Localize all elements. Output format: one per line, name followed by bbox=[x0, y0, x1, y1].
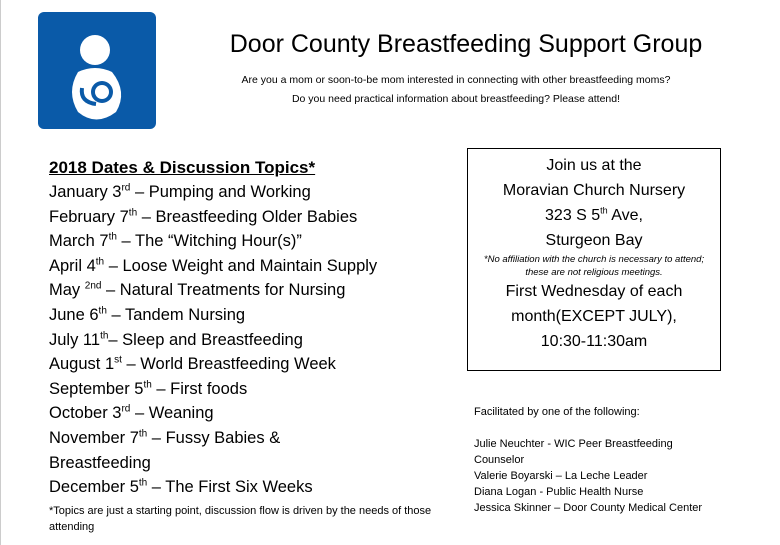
location-address: 323 S 5th Ave, bbox=[545, 205, 643, 224]
topic-item: January 3rd – Pumping and Working bbox=[49, 182, 311, 201]
location-city: Sturgeon Bay bbox=[545, 232, 643, 249]
subtitle-line: Do you need practical information about breastfeeding? Please attend! bbox=[291, 93, 621, 105]
facilitator: Valerie Boyarski – La Leche Leader bbox=[474, 470, 648, 482]
facilitator: Jessica Skinner – Door County Medical Center bbox=[474, 502, 703, 514]
location-name: Moravian Church Nursery bbox=[502, 182, 686, 199]
schedule-line: First Wednesday of each bbox=[505, 283, 683, 300]
topic-item: July 11th– Sleep and Breastfeeding bbox=[49, 330, 303, 349]
topic-item: Breastfeeding bbox=[49, 453, 151, 472]
topic-item: September 5th – First foods bbox=[49, 379, 248, 398]
topic-item: June 6th – Tandem Nursing bbox=[49, 305, 246, 324]
facilitator: Julie Neuchter - WIC Peer Breastfeeding Counselor bbox=[474, 438, 673, 466]
facilitators-heading: Facilitated by one of the following: bbox=[474, 406, 640, 418]
schedule-time: 10:30-11:30am bbox=[540, 333, 648, 350]
facilitators bbox=[474, 404, 774, 516]
topic-item: October 3rd – Weaning bbox=[49, 403, 214, 423]
topic-item: August 1st – World Breastfeeding Week bbox=[49, 354, 336, 374]
subtitle-line: Are you a mom or soon-to-be mom interested in connecting with other breastfeeding moms? bbox=[241, 74, 671, 86]
facilitator: Diana Logan - Public Health Nurse bbox=[474, 486, 644, 498]
topic-item: November 7th – Fussy Babies & bbox=[49, 428, 281, 447]
page-title: Door County Breastfeeding Support Group bbox=[229, 30, 703, 58]
topic-item: December 5th – The First Six Weeks bbox=[49, 477, 313, 497]
topic-item: May $^{2nd}$ – Natural Treatments for Nursing bbox=[49, 280, 346, 300]
topic-item: March 7th – The “Witching Hour(s)” bbox=[49, 231, 302, 251]
topics-note: *Topics are just a starting point, discussion flow is driven by the needs of those attending bbox=[49, 505, 432, 533]
topics-heading: 2018 Dates & Discussion Topics* bbox=[49, 158, 316, 177]
disclaimer: *No affiliation with the church is necessary to attend; these are not religious meetings. bbox=[483, 254, 705, 278]
location-line: Join us at the bbox=[546, 157, 642, 174]
schedule-line: month(EXCEPT JULY), bbox=[511, 308, 677, 325]
breastfeeding-mother-icon bbox=[38, 12, 156, 129]
topic-item: February 7th – Breastfeeding Older Babies bbox=[49, 207, 358, 226]
location-box bbox=[467, 148, 721, 371]
topics-list bbox=[49, 156, 459, 500]
topic-item: April 4th – Loose Weight and Maintain Supply bbox=[49, 256, 378, 275]
